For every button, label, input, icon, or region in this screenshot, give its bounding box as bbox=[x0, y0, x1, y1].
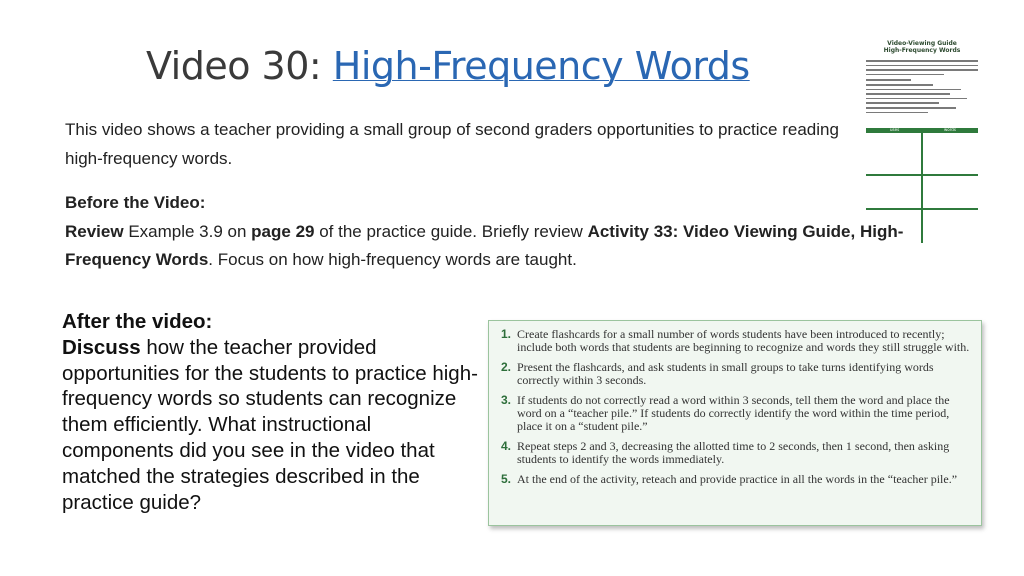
before-heading: Before the Video: bbox=[65, 193, 206, 212]
before-video-section bbox=[65, 189, 925, 275]
after-video-section bbox=[62, 309, 482, 515]
title-link[interactable]: High-Frequency Words bbox=[332, 44, 750, 88]
thumbnail-title-1: Video-Viewing Guide bbox=[887, 40, 957, 47]
viewing-guide-thumbnail bbox=[866, 34, 978, 212]
thumbnail-col-1: uses bbox=[890, 127, 900, 132]
step-text: At the end of the activity, reteach and provide practice in all the words in the “teacher pile.” bbox=[517, 471, 958, 486]
step-item bbox=[501, 394, 971, 434]
before-text-1: Example 3.9 on bbox=[123, 221, 252, 241]
step-number: 4. bbox=[501, 438, 512, 453]
thumbnail-text-lines bbox=[866, 60, 978, 116]
step-number: 3. bbox=[501, 392, 512, 407]
steps-panel bbox=[488, 320, 982, 526]
step-text: Create flashcards for a small number of words students have been introduced to recently; include both words that students are beginning to recognize and words they still struggle with. bbox=[517, 327, 970, 355]
before-text-3: . Focus on how high-frequency words are taught. bbox=[208, 250, 577, 269]
page-title bbox=[146, 44, 750, 88]
intro-text: This video shows a teacher providing a small group of second graders opportunities to practice reading high-frequency words. bbox=[65, 120, 839, 168]
title-prefix: Video 30: bbox=[146, 44, 333, 88]
step-number: 1. bbox=[501, 327, 512, 341]
discuss-label: Discuss bbox=[62, 335, 141, 359]
step-number: 2. bbox=[501, 359, 512, 374]
step-text: Repeat steps 2 and 3, decreasing the allotted time to 2 seconds, then 1 second, then asking students to identify the words immediately. bbox=[517, 438, 950, 467]
step-item bbox=[501, 440, 971, 467]
after-heading: After the video: bbox=[62, 310, 213, 333]
page-reference: page 29 bbox=[251, 221, 315, 241]
thumbnail-col-2: words bbox=[944, 127, 956, 132]
review-label: Review bbox=[65, 221, 124, 241]
step-text: Present the flashcards, and ask students in small groups to take turns identifying words correctly within 3 seconds. bbox=[517, 359, 934, 388]
step-text: If students do not correctly read a word within 3 seconds, tell them the word and place the word on a “teacher pile.” If students do correctly identify the word within the time period, place it on a “student pile.” bbox=[517, 392, 950, 434]
step-item bbox=[501, 328, 971, 355]
step-item bbox=[501, 473, 971, 486]
steps-list bbox=[489, 321, 981, 486]
activity-reference: Activity 33: Video Viewing Guide, High-Frequency Words bbox=[65, 221, 904, 269]
step-number: 5. bbox=[501, 471, 512, 486]
step-item bbox=[501, 361, 971, 388]
after-text: how the teacher provided opportunities for the students to practice high-frequency words so students can recognize them efficiently. What instructional components did you see in the video that matched the strategies described in the practice guide? bbox=[62, 335, 478, 514]
thumbnail-title-2: High-Frequency Words bbox=[883, 47, 961, 54]
before-text-2: of the practice guide. Briefly review bbox=[314, 221, 588, 241]
